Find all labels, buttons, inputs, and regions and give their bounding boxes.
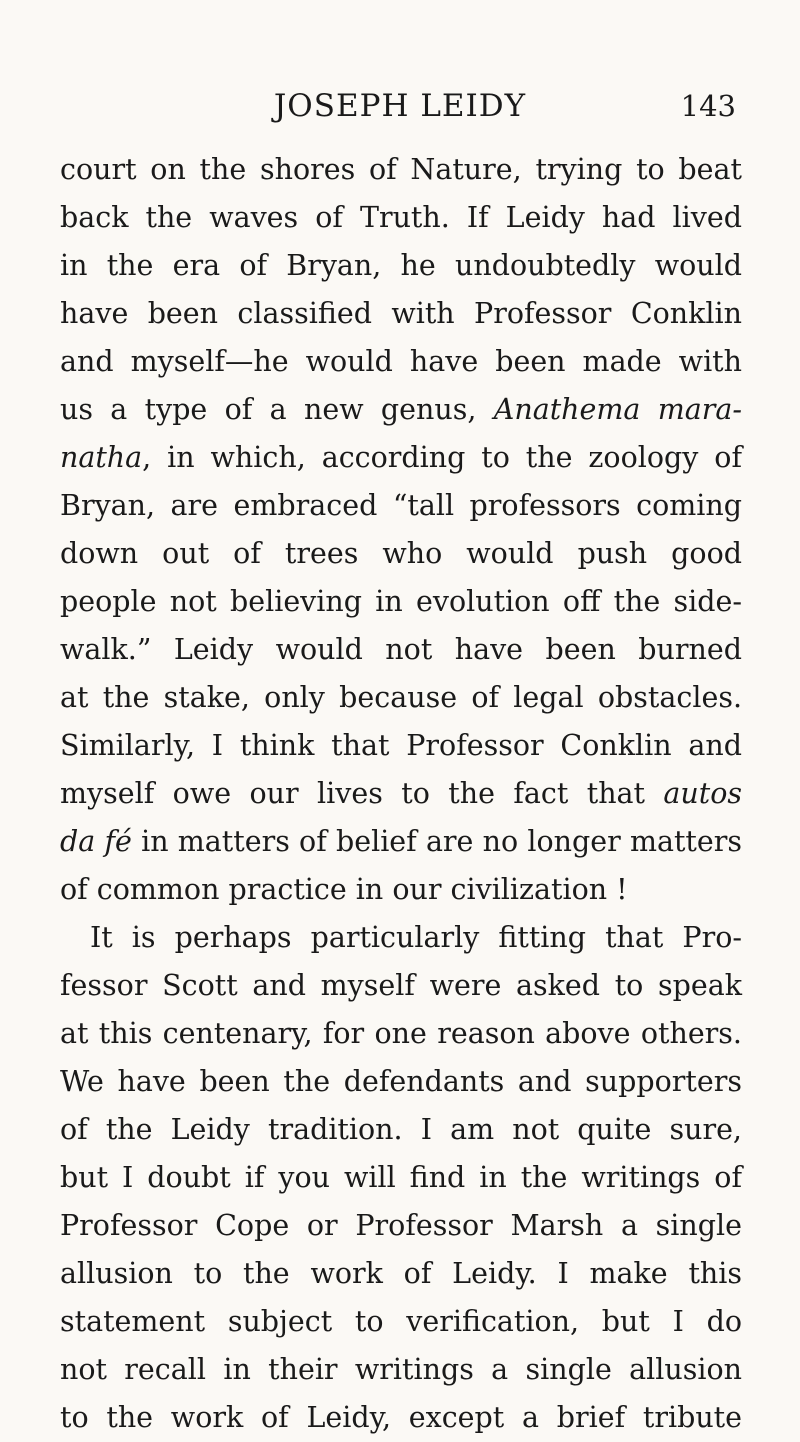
italic-genus-name: Anathema mara- bbox=[493, 393, 742, 426]
running-head bbox=[0, 86, 800, 126]
paragraph-first-line: It is perhaps particularly fitting that Pro- bbox=[90, 921, 742, 954]
text-line: statement subject to verification, but I do bbox=[60, 1305, 742, 1338]
text-line: fessor Scott and myself were asked to speak bbox=[60, 969, 742, 1002]
text-line: da fé in matters of belief are no longer matters bbox=[60, 825, 742, 858]
text-line: We have been the defendants and supporters bbox=[60, 1065, 742, 1098]
text-line: at this centenary, for one reason above others. bbox=[60, 1017, 742, 1050]
text-line: down out of trees who would push good bbox=[60, 537, 742, 570]
italic-genus-name: natha bbox=[60, 441, 143, 474]
text-line: people not believing in evolution off the side- bbox=[60, 585, 742, 618]
paragraph-end-line: of common practice in our civilization ! bbox=[60, 873, 628, 906]
text-line: at the stake, only because of legal obstacles. bbox=[60, 681, 742, 714]
text-line: Professor Cope or Professor Marsh a single bbox=[60, 1209, 742, 1242]
text-line: to the work of Leidy, except a brief tribute bbox=[60, 1401, 742, 1434]
text-line: not recall in their writings a single allusion bbox=[60, 1353, 742, 1386]
text-line: Similarly, I think that Professor Conklin and bbox=[60, 729, 742, 762]
text-line: walk.” Leidy would not have been burned bbox=[60, 633, 742, 666]
text-line: of the Leidy tradition. I am not quite sure, bbox=[60, 1113, 742, 1146]
running-title: JOSEPH LEIDY bbox=[273, 88, 527, 124]
text-line: allusion to the work of Leidy. I make this bbox=[60, 1257, 742, 1290]
text-line: Bryan, are embraced “tall professors coming bbox=[60, 489, 742, 522]
text-line: back the waves of Truth. If Leidy had lived bbox=[60, 201, 742, 234]
text-line: and myself—he would have been made with bbox=[60, 345, 742, 378]
text-line: court on the shores of Nature, trying to beat bbox=[60, 153, 742, 186]
text-line: in the era of Bryan, he undoubtedly would bbox=[60, 249, 742, 282]
italic-phrase: da fé bbox=[60, 825, 132, 858]
body-text bbox=[60, 146, 742, 1442]
text-line: myself owe our lives to the fact that autos bbox=[60, 777, 742, 810]
text-line: have been classified with Professor Conklin bbox=[60, 297, 742, 330]
page-number: 143 bbox=[680, 89, 736, 123]
text-line: us a type of a new genus, Anathema mara- bbox=[60, 393, 742, 426]
text-line: but I doubt if you will find in the writings of bbox=[60, 1161, 742, 1194]
italic-phrase: autos bbox=[663, 777, 742, 810]
text-line: natha, in which, according to the zoology of bbox=[60, 441, 742, 474]
